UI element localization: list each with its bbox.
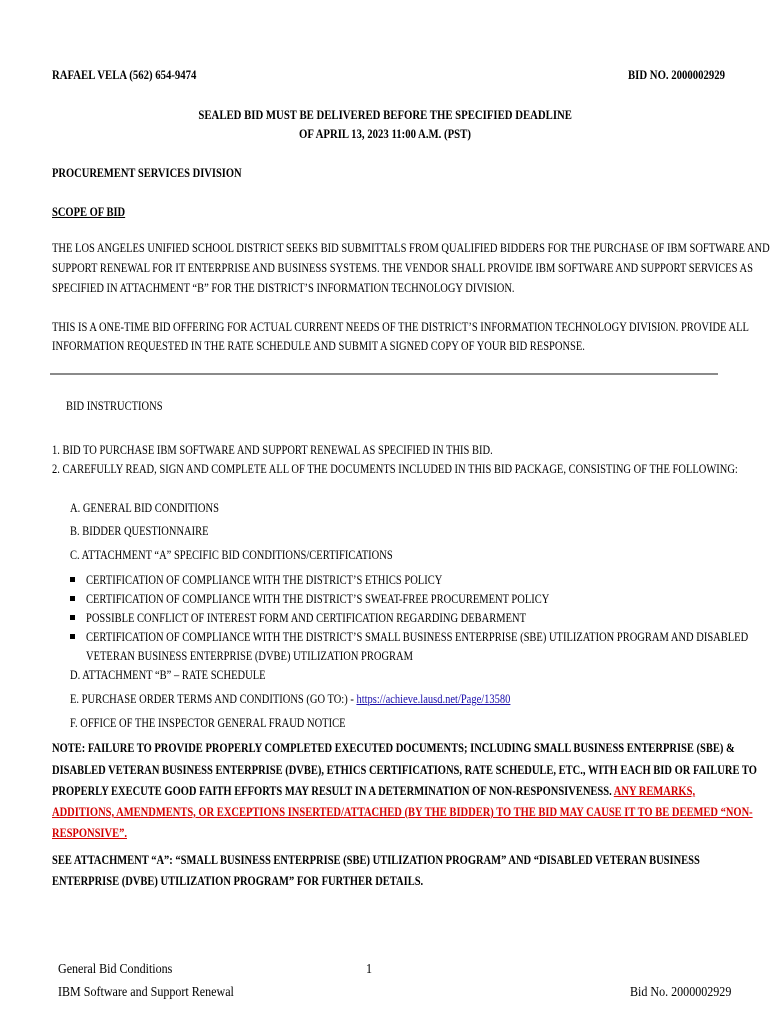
doc-item-e: E. PURCHASE ORDER TERMS AND CONDITIONS (GO TO:) - https://achieve.lausd.net/Page/13580 [70, 692, 511, 706]
doc-bullet-4: CERTIFICATION OF COMPLIANCE WITH THE DISTRICT’S SMALL BUSINESS ENTERPRISE (SBE) UTILIZATION PROGRAM AND DISABLED [86, 630, 749, 644]
note-line-3: PROPERLY EXECUTE GOOD FAITH EFFORTS MAY RESULT IN A DETERMINATION OF NON-RESPONSIVENESS. ANY REMARKS, [52, 784, 696, 798]
doc-bullet-4-cont: VETERAN BUSINESS ENTERPRISE (DVBE) UTILIZATION PROGRAM [86, 649, 413, 663]
bullet-icon [70, 615, 75, 620]
contact-line: RAFAEL VELA (562) 654-9474 [52, 68, 197, 82]
see-attachment-line-2: ENTERPRISE (DVBE) UTILIZATION PROGRAM” FOR FURTHER DETAILS. [52, 874, 424, 888]
deadline-line-2: OF APRIL 13, 2023 11:00 A.M. (PST) [299, 127, 471, 141]
note-warning-red: ANY REMARKS, [613, 784, 696, 798]
instruction-item-1: 1. BID TO PURCHASE IBM SOFTWARE AND SUPPORT RENEWAL AS SPECIFIED IN THIS BID. [52, 443, 493, 457]
see-attachment-line-1: SEE ATTACHMENT “A”: “SMALL BUSINESS ENTERPRISE (SBE) UTILIZATION PROGRAM” AND “DISABLED VETERAN BUSINESS [52, 853, 700, 867]
divider-rule [50, 373, 718, 375]
doc-bullet-1: CERTIFICATION OF COMPLIANCE WITH THE DISTRICT’S ETHICS POLICY [86, 573, 443, 587]
instructions-heading: BID INSTRUCTIONS [66, 399, 163, 413]
doc-item-f: F. OFFICE OF THE INSPECTOR GENERAL FRAUD NOTICE [70, 716, 346, 730]
doc-item-b: B. BIDDER QUESTIONNAIRE [70, 524, 209, 538]
scope-para2-line2: INFORMATION REQUESTED IN THE RATE SCHEDULE AND SUBMIT A SIGNED COPY OF YOUR BID RESPONSE. [52, 339, 585, 353]
doc-item-a: A. GENERAL BID CONDITIONS [70, 501, 219, 515]
bullet-icon [70, 634, 75, 639]
footer-doc-subtitle: IBM Software and Support Renewal [58, 985, 234, 1000]
note-line-5: RESPONSIVE”. [52, 826, 127, 840]
doc-bullet-3: POSSIBLE CONFLICT OF INTEREST FORM AND CERTIFICATION REGARDING DEBARMENT [86, 611, 527, 625]
bid-number: BID NO. 2000002929 [628, 68, 726, 82]
note-line-2: DISABLED VETERAN BUSINESS ENTERPRISE (DVBE), ETHICS CERTIFICATIONS, RATE SCHEDULE, ETC., WITH EACH BID OR FAILURE TO [52, 763, 757, 777]
bullet-icon [70, 577, 75, 582]
doc-item-c: C. ATTACHMENT “A” SPECIFIC BID CONDITIONS/CERTIFICATIONS [70, 548, 393, 562]
instruction-item-2: 2. CAREFULLY READ, SIGN AND COMPLETE ALL OF THE DOCUMENTS INCLUDED IN THIS BID PACKAGE, CONSISTING OF THE FOLLOWING: [52, 462, 738, 476]
scope-heading: SCOPE OF BID [52, 205, 126, 219]
purchase-order-terms-link[interactable]: https://achieve.lausd.net/Page/13580 [356, 692, 511, 706]
deadline-line-1: SEALED BID MUST BE DELIVERED BEFORE THE SPECIFIED DEADLINE [198, 108, 572, 122]
scope-para1-line1: THE LOS ANGELES UNIFIED SCHOOL DISTRICT SEEKS BID SUBMITTALS FROM QUALIFIED BIDDERS FOR THE PURCHASE OF IBM SOFTWARE AND [52, 241, 770, 255]
page-number: 1 [366, 962, 373, 977]
note-line-4: ADDITIONS, AMENDMENTS, OR EXCEPTIONS INSERTED/ATTACHED (BY THE BIDDER) TO THE BID MAY CAUSE IT TO BE DEEMED “NON- [52, 805, 753, 819]
division-title: PROCUREMENT SERVICES DIVISION [52, 166, 242, 180]
footer-doc-title: General Bid Conditions [58, 962, 173, 977]
footer-bid-number: Bid No. 2000002929 [630, 985, 732, 1000]
bullet-icon [70, 596, 75, 601]
scope-para1-line3: SPECIFIED IN ATTACHMENT “B” FOR THE DISTRICT’S INFORMATION TECHNOLOGY DIVISION. [52, 281, 515, 295]
scope-para2-line1: THIS IS A ONE-TIME BID OFFERING FOR ACTUAL CURRENT NEEDS OF THE DISTRICT’S INFORMATION TECHNOLOGY DIVISION. PROVIDE ALL [52, 320, 749, 334]
doc-bullet-2: CERTIFICATION OF COMPLIANCE WITH THE DISTRICT’S SWEAT-FREE PROCUREMENT POLICY [86, 592, 550, 606]
scope-para1-line2: SUPPORT RENEWAL FOR IT ENTERPRISE AND BUSINESS SYSTEMS. THE VENDOR SHALL PROVIDE IBM SOFTWARE AND SUPPORT SERVICES AS [52, 261, 753, 275]
note-line-1: NOTE: FAILURE TO PROVIDE PROPERLY COMPLETED EXECUTED DOCUMENTS; INCLUDING SMALL BUSINESS ENTERPRISE (SBE) & [52, 741, 735, 755]
doc-item-d: D. ATTACHMENT “B” – RATE SCHEDULE [70, 668, 266, 682]
